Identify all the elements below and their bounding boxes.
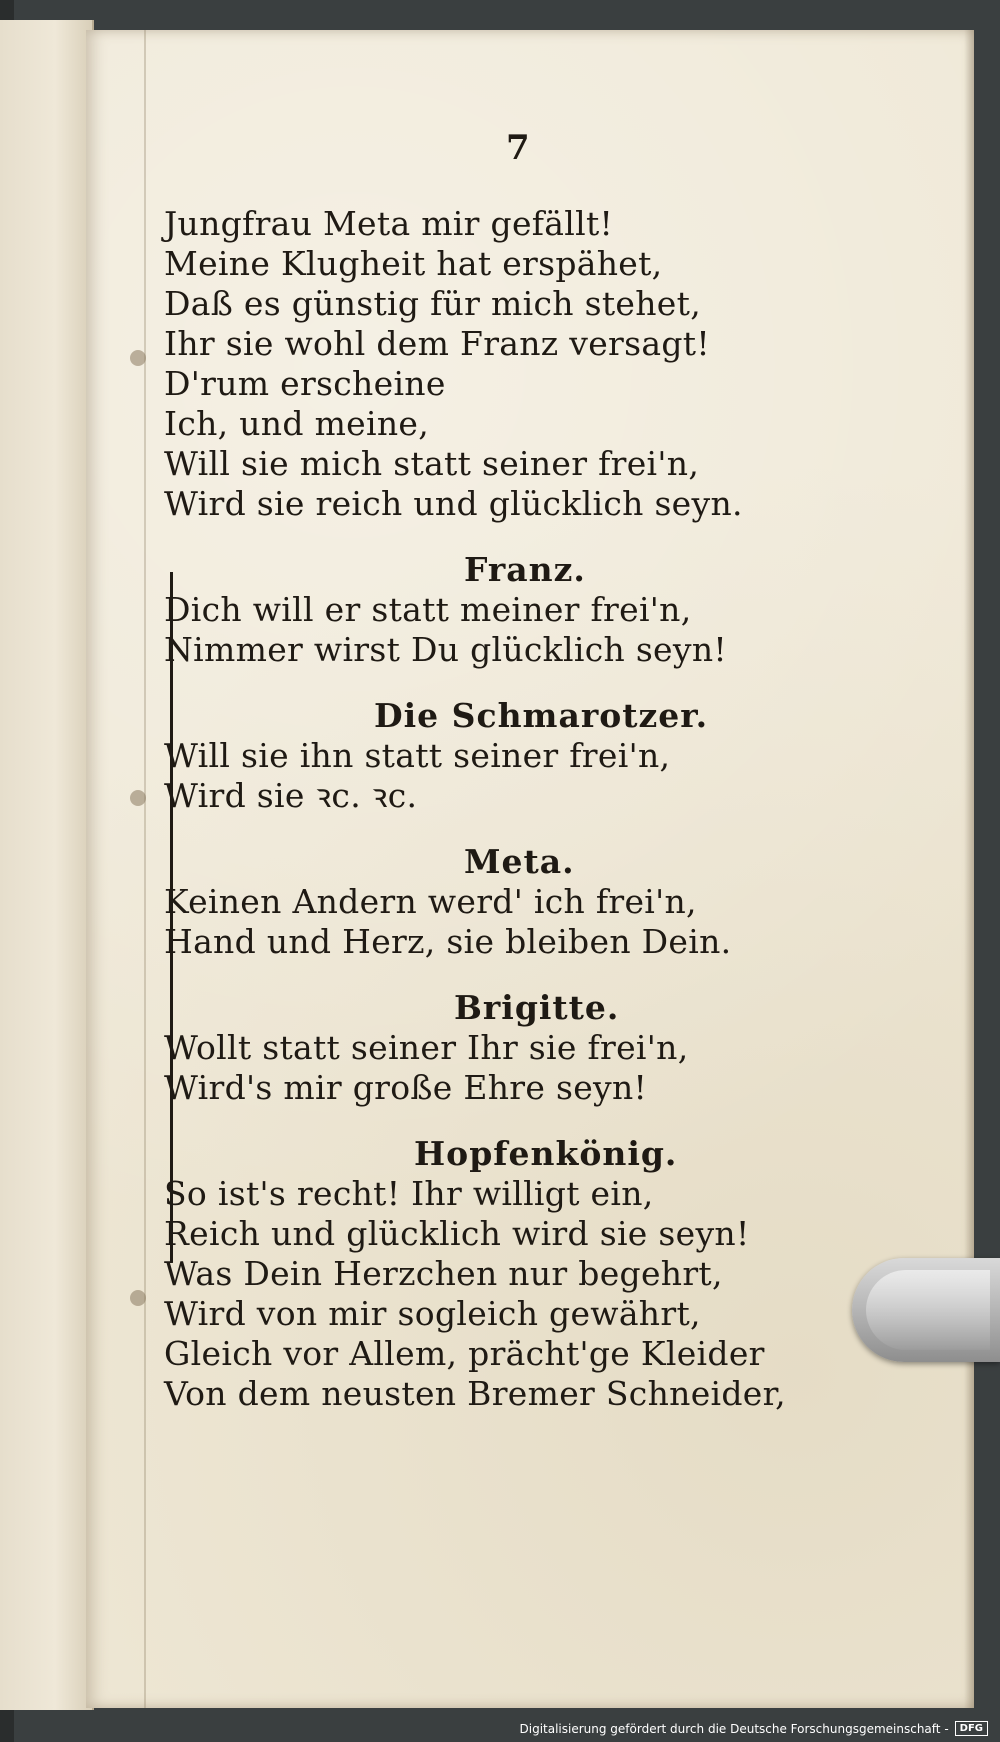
left-page-edge xyxy=(0,20,94,1710)
verse-line: Ihr sie wohl dem Franz versagt! xyxy=(164,324,710,363)
verse-block-franz xyxy=(164,550,924,670)
gutter-fold xyxy=(144,30,146,1708)
verse-line: Daß es günstig für mich stehet, xyxy=(164,284,701,323)
verse-block-brigitte xyxy=(164,988,924,1108)
speaker-name: Franz. xyxy=(464,550,586,589)
page-clip xyxy=(852,1258,1000,1362)
binding-stitch xyxy=(130,350,146,366)
verse-line: Meine Klugheit hat erspähet, xyxy=(164,244,663,283)
verse-line: Dich will er statt meiner frei'n, xyxy=(164,590,692,629)
verse-line: Will sie mich statt seiner frei'n, xyxy=(164,444,700,483)
verse-line: Will sie ihn statt seiner frei'n, xyxy=(164,736,671,775)
verse-line: Gleich vor Allem, prächt'ge Kleider xyxy=(164,1334,765,1373)
page-number: 7 xyxy=(506,128,530,168)
digitization-footer xyxy=(520,1721,989,1736)
verse-line: Wird's mir große Ehre seyn! xyxy=(164,1068,648,1107)
speaker-name: Brigitte. xyxy=(454,988,620,1027)
verse-line: Was Dein Herzchen nur begehrt, xyxy=(164,1254,723,1293)
verse-line: D'rum erscheine xyxy=(164,364,446,403)
verse-line: Nimmer wirst Du glücklich seyn! xyxy=(164,630,727,669)
verse-line: Wird sie ꝛc. ꝛc. xyxy=(164,776,418,815)
page-right-shadow xyxy=(964,30,974,1708)
verse-line: Von dem neusten Bremer Schneider, xyxy=(164,1374,786,1413)
footer-credit: Digitalisierung gefördert durch die Deutsche Forschungsgemeinschaft - xyxy=(519,1721,949,1736)
binding-stitch xyxy=(130,1290,146,1306)
page-clip-highlight xyxy=(866,1270,990,1350)
verse-line: Reich und glücklich wird sie seyn! xyxy=(164,1214,750,1253)
verse-text xyxy=(164,204,924,1414)
verse-block-intro xyxy=(164,204,924,524)
verse-line: Jungfrau Meta mir gefällt! xyxy=(164,204,614,243)
verse-line: Ich, und meine, xyxy=(164,404,430,443)
binding-stitch xyxy=(130,790,146,806)
verse-line: Wird von mir sogleich gewährt, xyxy=(164,1294,701,1333)
verse-line: Keinen Andern werd' ich frei'n, xyxy=(164,882,697,921)
verse-line: So ist's recht! Ihr willigt ein, xyxy=(164,1174,654,1213)
dfg-logo: DFG xyxy=(955,1721,988,1736)
speaker-name: Hopfenkönig. xyxy=(414,1134,678,1173)
verse-block-meta xyxy=(164,842,924,962)
verse-block-hopfenkoenig xyxy=(164,1134,924,1414)
verse-line: Wollt statt seiner Ihr sie frei'n, xyxy=(164,1028,689,1067)
speaker-name: Meta. xyxy=(464,842,575,881)
verse-line: Wird sie reich und glücklich seyn. xyxy=(164,484,743,523)
verse-block-schmarotzer xyxy=(164,696,924,816)
speaker-name: Die Schmarotzer. xyxy=(374,696,709,735)
verse-line: Hand und Herz, sie bleiben Dein. xyxy=(164,922,732,961)
